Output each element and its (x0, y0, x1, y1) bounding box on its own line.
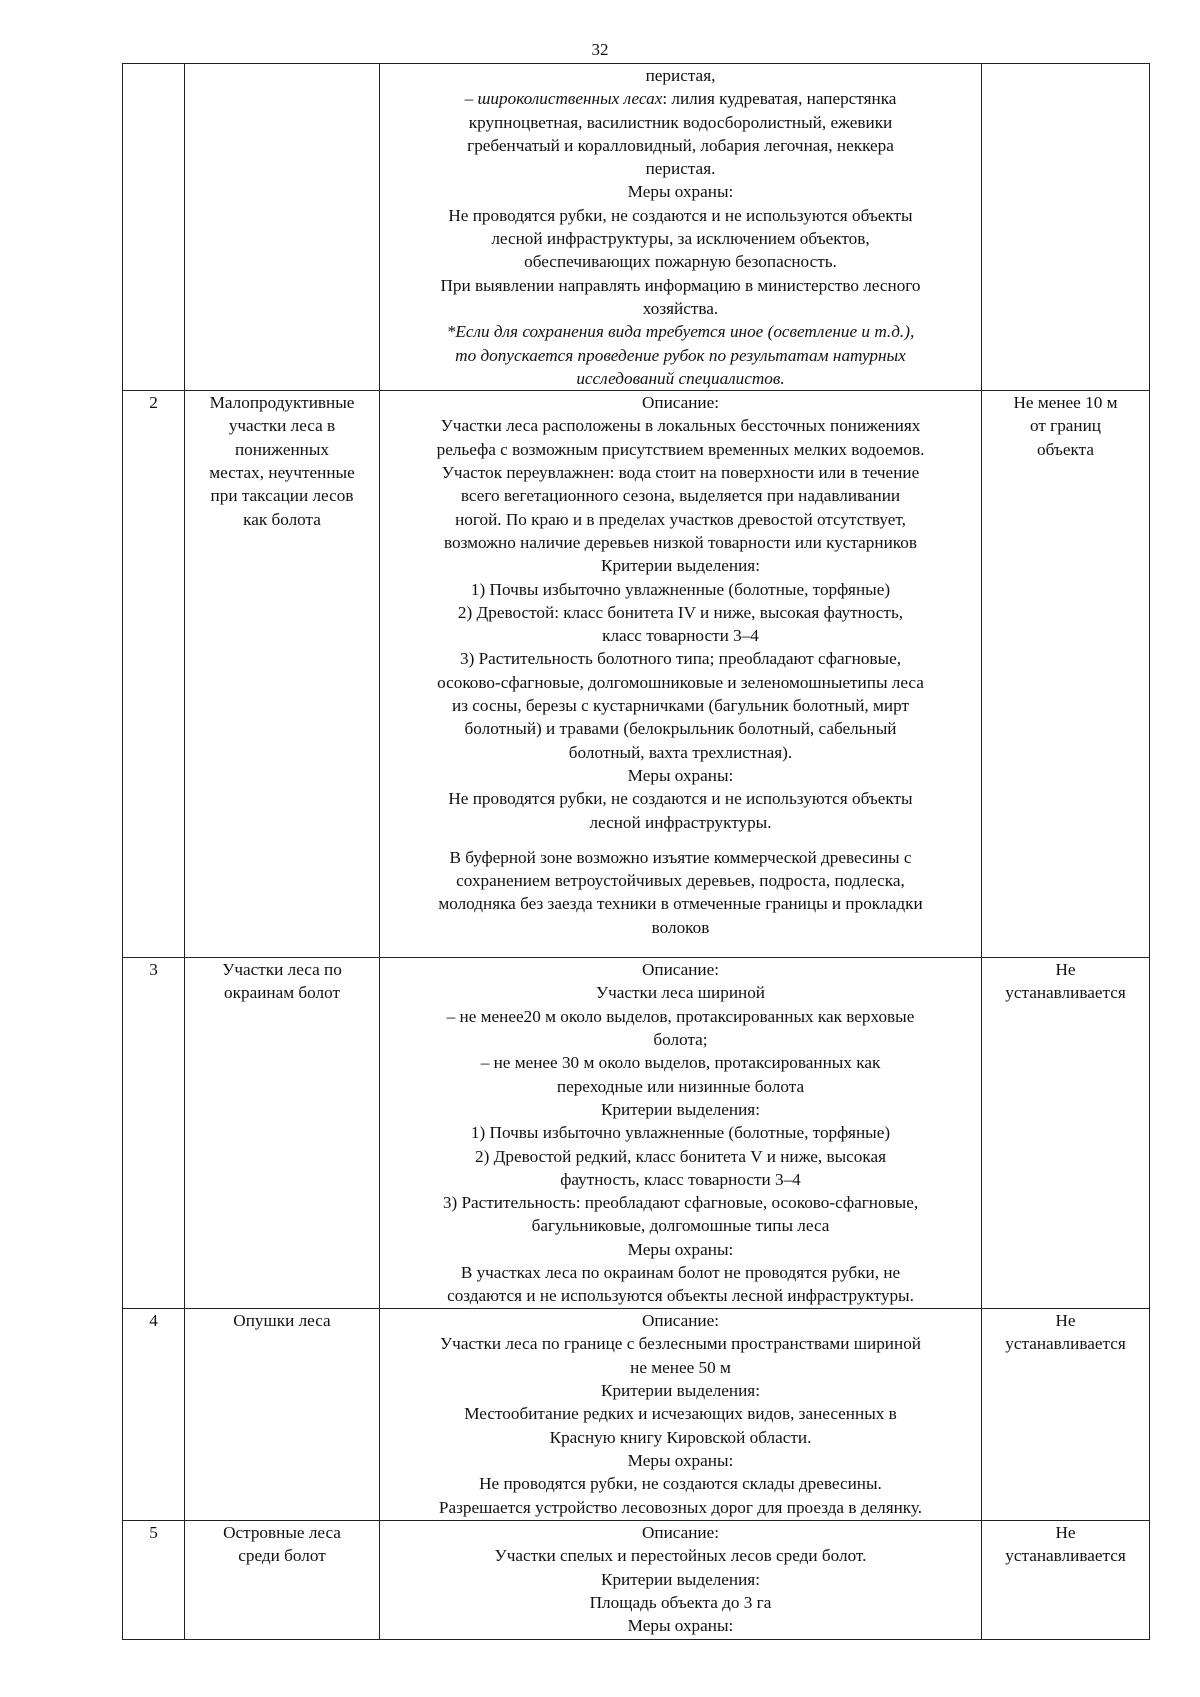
description-cell (380, 64, 982, 391)
object-name-cell (185, 64, 380, 391)
row-number-cell: 3 (123, 958, 185, 1309)
desc-line: то допускается проведение рубок по результатам натурных (455, 345, 906, 365)
desc-line: При выявлении направлять информацию в министерство лесного (440, 275, 921, 295)
description-cell: Описание: Участки леса расположены в локальных бессточных понижениях рельефа с возможным присутствием временных мелких водоемов. Участок переувлажнен: вода стоит на поверхности или в течение всего вегетационного сезона, выделяется при надавливании ногой. По краю и в пределах участков древостой отсутствует, возможно наличие деревьев низкой товарности или кустарников Критерии выделения: 1) Почвы избыточно увлажненные (болотные, торфяные) 2) Древостой: класс бонитета IV и ниже, высокая фаутность, класс товарности 3–4 3) Растительность болотного типа; преобладают сфагновые, осоково-сфагновые, долгомошниковые и зеленомошныетипы леса из сосны, березы с кустарничками (багульник болотный, мирт болотный) и травами (белокрыльник болотный, сабельный болотный, вахта трехлистная). Меры охраны: Не проводятся рубки, не создаются и не используются объекты лесной инфраструктуры. В буферной зоне возможно изъятие коммерческой древесины с сохранением ветроустойчивых деревьев, подроста, подлеска, молодняка без заезда техники в отмеченные границы и прокладки волоков (380, 391, 982, 958)
table-row (123, 64, 1150, 391)
desc-line: перистая, (645, 66, 716, 85)
buffer-zone-cell (982, 64, 1150, 391)
table-row (123, 1309, 1150, 1521)
buffer-zone-cell: Не устанавливается (982, 1309, 1150, 1521)
table-row (123, 1521, 1150, 1640)
buffer-zone-cell: Не менее 10 м от границ объекта (982, 391, 1150, 958)
desc-line: – широколиственных лесах: лилия кудреватая, наперстянка (464, 89, 897, 109)
desc-line: Не проводятся рубки, не создаются и не используются объекты (448, 205, 913, 225)
table-row (123, 958, 1150, 1309)
row-number-cell: 2 (123, 391, 185, 958)
desc-line: хозяйства. (642, 298, 719, 318)
object-name-cell: Участки леса по окраинам болот (185, 958, 380, 1309)
row-number-cell (123, 64, 185, 391)
row-number-cell: 4 (123, 1309, 185, 1521)
desc-line: обеспечивающих пожарную безопасность. (524, 252, 837, 272)
buffer-zone-cell: Не устанавливается (982, 958, 1150, 1309)
description-cell: Описание: Участки спелых и перестойных лесов среди болот. Критерии выделения: Площадь объекта до 3 га Меры охраны: (380, 1521, 982, 1640)
desc-line: крупноцветная, василистник водосборолистный, ежевики (468, 112, 893, 132)
desc-line: *Если для сохранения вида требуется иное (осветление и т.д.), (446, 322, 915, 342)
object-name-cell: Малопродуктивные участки леса в пониженных местах, неучтенные при таксации лесов как болота (185, 391, 380, 958)
page-number: 32 (591, 40, 609, 59)
table-row (123, 391, 1150, 958)
object-name-cell: Островные леса среди болот (185, 1521, 380, 1640)
buffer-zone-cell: Не устанавливается (982, 1521, 1150, 1640)
object-name-cell: Опушки леса (185, 1309, 380, 1521)
desc-line: Меры охраны: (627, 182, 734, 202)
desc-line: исследований специалистов. (576, 368, 785, 388)
description-cell: Описание: Участки леса по границе с безлесными пространствами шириной не менее 50 м Критерии выделения: Местообитание редких и исчезающих видов, занесенных в Красную книгу Кировской области. Меры охраны: Не проводятся рубки, не создаются склады древесины. Разрешается устройство лесовозных дорог для проезда в делянку. (380, 1309, 982, 1521)
description-cell: Описание: Участки леса шириной – не менее20 м около выделов, протаксированных как верховые болота; – не менее 30 м около выделов, протаксированных как переходные или низинные болота Критерии выделения: 1) Почвы избыточно увлажненные (болотные, торфяные) 2) Древостой редкий, класс бонитета V и ниже, высокая фаутность, класс товарности 3–4 3) Растительность: преобладают сфагновые, осоково-сфагновые, багульниковые, долгомошные типы леса Меры охраны: В участках леса по окраинам болот не проводятся рубки, не создаются и не используются объекты лесной инфраструктуры. (380, 958, 982, 1309)
desc-line: лесной инфраструктуры, за исключением объектов, (491, 229, 870, 249)
protection-table (122, 63, 1150, 1640)
row-number-cell: 5 (123, 1521, 185, 1640)
desc-line: перистая. (645, 159, 716, 179)
desc-line: гребенчатый и коралловидный, лобария легочная, неккера (467, 135, 894, 155)
